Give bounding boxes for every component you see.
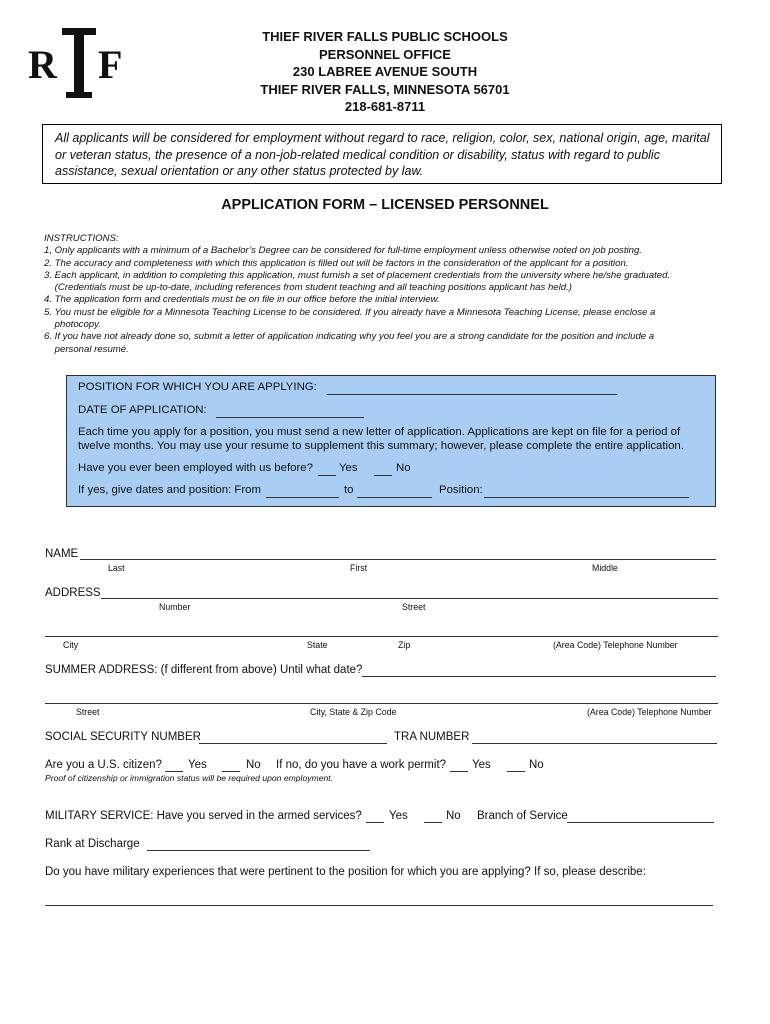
instruction-line: 6. If you have not already done so, submit a letter of application indicating why you feel you are a strong candidate for the position and include a bbox=[44, 331, 655, 343]
district-logo bbox=[28, 22, 138, 102]
branch-field[interactable] bbox=[567, 822, 714, 823]
header-line-2: PERSONNEL OFFICE bbox=[319, 46, 451, 62]
instruction-line: photocopy. bbox=[44, 319, 101, 331]
address-street-caption: Street bbox=[402, 602, 426, 612]
header-line-5: 218-681-8711 bbox=[344, 99, 426, 115]
svg-text:R: R bbox=[28, 42, 57, 87]
citizen-yes-label: Yes bbox=[188, 759, 207, 771]
citizen-question: Are you a U.S. citizen? bbox=[45, 759, 162, 771]
permit-question: If no, do you have a work permit? bbox=[276, 759, 447, 771]
military-yes-blank[interactable] bbox=[366, 822, 384, 823]
summer-address-label: SUMMER ADDRESS: (f different from above) Until what date? bbox=[45, 664, 363, 676]
header-line-4: THIEF RIVER FALLS, MINNESOTA 56701 bbox=[260, 81, 510, 97]
instructions-heading: INSTRUCTIONS: bbox=[44, 233, 119, 244]
to-date-field[interactable] bbox=[357, 497, 432, 498]
non-discrimination-notice: All applicants will be considered for employment without regard to race, religion, color, sex, national origin, age, marital or veteran status, the presence of a non-job-related medical condition or disability, status with regard to public assistance, sexual orientation or any other status protected by law. bbox=[42, 124, 722, 184]
previous-position-field[interactable] bbox=[484, 497, 689, 498]
military-experience-question: Do you have military experiences that were pertinent to the position for which you are applying? If so, please describe: bbox=[45, 866, 646, 878]
permit-yes-label: Yes bbox=[472, 759, 491, 771]
name-first-caption: First bbox=[350, 563, 368, 573]
form-title: APPLICATION FORM – LICENSED PERSONNEL bbox=[221, 197, 549, 213]
city-caption: City bbox=[63, 640, 79, 650]
instructions bbox=[44, 233, 744, 356]
date-field[interactable] bbox=[216, 417, 364, 418]
name-last-caption: Last bbox=[108, 563, 125, 573]
dates-label: If yes, give dates and position: From bbox=[78, 484, 261, 496]
ssn-field[interactable] bbox=[199, 743, 387, 744]
name-field[interactable] bbox=[80, 559, 716, 560]
name-label: NAME bbox=[45, 548, 79, 560]
info-line-2: twelve months. You may use your resume to supplement this summary; however, please complete the entire application. bbox=[78, 440, 684, 452]
permit-no-label: No bbox=[529, 759, 544, 771]
date-label: DATE OF APPLICATION: bbox=[78, 404, 207, 416]
city-state-zip-field[interactable] bbox=[45, 636, 718, 637]
instruction-line: 4. The application form and credentials must be on file in our office before the initial interview. bbox=[44, 294, 440, 306]
instruction-line: 1, Only applicants with a minimum of a Bachelor’s Degree can be considered for full-time employment unless otherwise noted on job posting. bbox=[44, 245, 642, 257]
rank-label: Rank at Discharge bbox=[45, 838, 140, 850]
employed-yes-blank[interactable] bbox=[318, 475, 336, 476]
instruction-line: 5. You must be eligible for a Minnesota Teaching License to be considered. If you already have a Minnesota Teaching License, please enclose a bbox=[44, 306, 656, 318]
previous-position-label: Position: bbox=[439, 484, 483, 496]
to-label: to bbox=[344, 484, 354, 496]
military-no-label: No bbox=[446, 810, 461, 822]
employed-no-label: No bbox=[396, 462, 411, 474]
address-number-caption: Number bbox=[159, 602, 191, 612]
summer-until-date-field[interactable] bbox=[362, 676, 716, 677]
employed-question: Have you ever been employed with us before? bbox=[78, 462, 313, 474]
state-caption: State bbox=[307, 640, 328, 650]
employed-yes-label: Yes bbox=[339, 462, 358, 474]
permit-no-blank[interactable] bbox=[507, 771, 525, 772]
header-line-1: THIEF RIVER FALLS PUBLIC SCHOOLS bbox=[262, 29, 508, 44]
position-application-box bbox=[66, 375, 716, 507]
address-field[interactable] bbox=[101, 598, 718, 599]
citizen-no-label: No bbox=[246, 759, 261, 771]
summer-address-field[interactable] bbox=[45, 703, 718, 704]
rank-field[interactable] bbox=[147, 850, 370, 851]
military-yes-label: Yes bbox=[389, 810, 408, 822]
branch-label: Branch of Service bbox=[477, 810, 568, 822]
permit-yes-blank[interactable] bbox=[450, 771, 468, 772]
instruction-line: (Credentials must be up-to-date, including references from student teaching and all teaching positions applicant has held.) bbox=[44, 282, 572, 294]
phone-caption: (Area Code) Telephone Number bbox=[553, 640, 678, 650]
citizen-yes-blank[interactable] bbox=[165, 771, 183, 772]
military-experience-field[interactable] bbox=[45, 905, 713, 906]
header-line-3: 230 LABREE AVENUE SOUTH bbox=[292, 64, 478, 80]
military-question: MILITARY SERVICE: Have you served in the armed services? bbox=[45, 810, 362, 822]
position-field[interactable] bbox=[327, 394, 617, 395]
summer-city-state-zip-caption: City, State & Zip Code bbox=[310, 707, 397, 717]
from-date-field[interactable] bbox=[266, 497, 339, 498]
summer-street-caption: Street bbox=[76, 707, 100, 717]
svg-text:F: F bbox=[98, 42, 123, 87]
name-middle-caption: Middle bbox=[592, 563, 618, 573]
ssn-label: SOCIAL SECURITY NUMBER bbox=[45, 731, 201, 743]
citizenship-note: Proof of citizenship or immigration status will be required upon employment. bbox=[45, 773, 334, 783]
summer-phone-caption: (Area Code) Telephone Number bbox=[587, 707, 712, 717]
citizen-no-blank[interactable] bbox=[222, 771, 240, 772]
position-label: POSITION FOR WHICH YOU ARE APPLYING: bbox=[78, 381, 317, 393]
tra-field[interactable] bbox=[472, 743, 717, 744]
instruction-line: 3. Each applicant, in addition to completing this application, must furnish a set of placement credentials from the university where he/she graduated. bbox=[44, 269, 671, 281]
military-no-blank[interactable] bbox=[424, 822, 442, 823]
school-header bbox=[180, 28, 590, 116]
tra-label: TRA NUMBER bbox=[394, 731, 470, 743]
address-label: ADDRESS bbox=[45, 587, 101, 599]
instruction-line: personal resumé. bbox=[44, 343, 129, 355]
zip-caption: Zip bbox=[398, 640, 411, 650]
employed-no-blank[interactable] bbox=[374, 475, 392, 476]
instruction-line: 2. The accuracy and completeness with which this application is filled out will be factors in the consideration of the applicant for a position. bbox=[44, 257, 629, 269]
info-line-1: Each time you apply for a position, you must send a new letter of application. Applications are kept on file for a period of bbox=[78, 426, 681, 438]
